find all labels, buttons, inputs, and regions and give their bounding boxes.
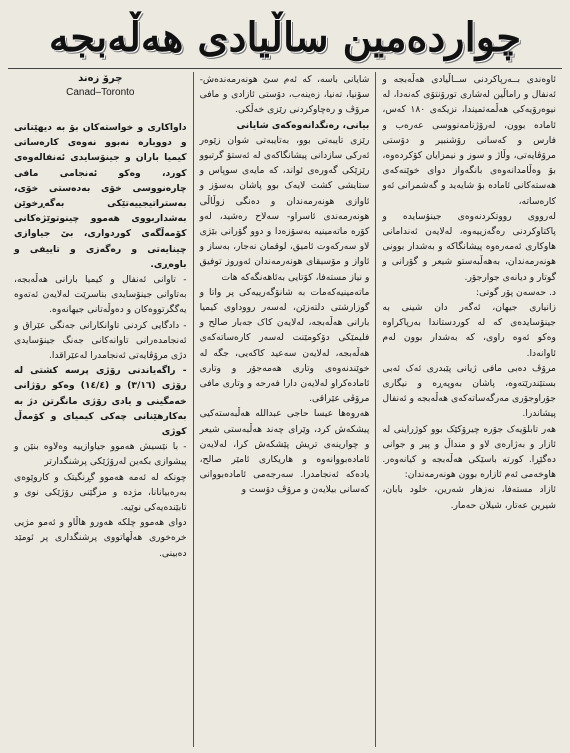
paragraph: - راگه‌یاندنی رۆژی پرسه‌ کشتی له‌ رۆژی (٣/١٦) و (١٤/٤) وه‌کو رۆژانی خه‌مگینی و یادی رۆژی مانگرتن دژ به‌ به‌کارهێنانی چه‌کی کیمیای و کۆمه‌ڵ کوژی bbox=[14, 365, 187, 438]
paragraph: هه‌روه‌ها عیسا حاجی عبدالله‌ هه‌ڵبه‌سته‌کیی پیشکه‌ش کرد، وێرای چه‌ند هه‌ڵبه‌ستی شیعر و چوارینه‌ی تریش پێشکه‌ش کرا، له‌لایه‌ن ئاماده‌بووانه‌وه‌ و هاریکاری ئامێر صالح، یاده‌که‌ ئه‌نجامدرا. سه‌رجه‌می ئاماده‌بووانی که‌سانی بیلایه‌ن و مرۆڤ دۆست و bbox=[199, 408, 370, 496]
paragraph: داواکاری و خواسته‌کان بۆ به‌ دیهێنانی و دووباره‌ نه‌بوو نه‌وه‌ی کاره‌ساتی کیمیا باران و جینۆسایدی ئه‌نفاله‌وه‌ی کورد، وه‌کو ئه‌نجامی مافی چاره‌نووسی خۆی به‌ده‌ستی خۆی، به‌ستراتیجییه‌تێکی به‌گه‌ڕخوێن به‌شداربووی هه‌موو چینوتوێژه‌کانی کۆمه‌ڵگه‌ی کوردواری، بێ جیاوازی چینایه‌تی و ره‌گه‌زی و تاییفی و باوه‌ڕی. bbox=[14, 122, 187, 270]
paragraph: زانیاری جیهان، ئه‌گه‌ر دان شینی به‌ جینۆسایده‌ی که‌ له‌ کوردستاندا به‌رپاکراوه‌ وه‌کو ئه‌وه‌ راوی، که‌ به‌شدار بوون له‌م ئاوانه‌دا. bbox=[382, 302, 556, 359]
paragraph: شایانی باسه‌، که‌ ئه‌م سێ هونه‌رمه‌نده‌ش- سۆنیا، ته‌نیا، زه‌ینه‌ب، دۆستی ئازادی و مافی مرۆڤ و ره‌چاوکردنی رێزی خه‌ڵکی. bbox=[199, 74, 370, 116]
paragraph: د. حه‌سه‌ن پۆر گوتی: bbox=[476, 286, 556, 298]
column-right bbox=[376, 72, 562, 747]
paragraph: دوای هه‌موو چلکه‌ هه‌ورو هاڵاو و ئه‌مو مژیی خره‌خوری هه‌ڵهاتووی پرشنگداری پر ئومێد ده‌بینی. bbox=[14, 517, 187, 559]
paragraph: ئازاد مسته‌فا، نه‌زهار شه‌رین، خلود بابان، شیرین عه‌تار، شیلان حه‌مار. bbox=[382, 484, 556, 511]
paragraph: - تاوانی ئه‌نفال و کیمیا بارانی هه‌ڵه‌بجه، به‌تاوانی جینۆسایدی بناسرێت له‌لایه‌ن ئه‌ته‌وه‌ یه‌گگرتووه‌کان و ده‌وڵه‌تانی جیهانه‌وه‌. bbox=[14, 274, 187, 316]
column-middle bbox=[194, 72, 377, 747]
paragraph: - داد‌گایی کردنی تاوانکارانی جه‌نگی عێراق و ئه‌نجامده‌رانی تاوانه‌کانی جه‌نگ جینۆسایدی دژی مرۆڤایه‌تی ئه‌نجامدرا له‌عێراقدا. bbox=[14, 319, 187, 362]
paragraph: مرۆڤ ده‌بی مافی ژیانی پێبدری ئه‌ک ئه‌بی بستێندرێته‌وه، پاشان به‌وپه‌ڕه‌ و نیگاری جۆراوجۆری مه‌رگه‌ساته‌که‌ی هه‌ڵه‌بجه و ئه‌نفال پیشاندرا. bbox=[382, 362, 556, 420]
masthead bbox=[8, 6, 562, 69]
author-location: Canad–Toronto bbox=[66, 87, 135, 98]
paragraph: هه‌ر تابلۆیه‌ک جۆره‌ چیرۆکێک بوو کوژراینی له‌ ئازار و به‌ژاره‌ی لاو و منداڵ و پیر و جوانی ده‌گێڕا. کورته‌ باسێکی هه‌ڵه‌بجه و کیانه‌وه‌ر. هاوخه‌می ئه‌م ئازاره‌ بوون هونه‌رمه‌ندان: bbox=[382, 423, 556, 481]
paragraph: ئاوه‌ندی بــه‌رپاکردنی ســاڵیادی هه‌ڵه‌بجه و ئه‌نفال و راماڵین له‌شاری تورۆنتۆی که‌نه‌دا، له‌ نیوه‌رۆیه‌کی هه‌ڵمه‌تمیندا، نزیکه‌ی ١٨٠ که‌س، ئاماده‌ بوون، له‌رۆژنامه‌نووسی عه‌ره‌ب و فارس و که‌سانی رۆشنبیر و دۆستی مرۆڤایه‌تی، وڵاژ و سوز و نیمزایان کۆکرده‌وه، بۆ وه‌ڵامدانه‌وه‌ی بانگه‌واز دوای خوێنه‌که‌ی هه‌سته‌کانی ئاماده‌ بۆ شایه‌ید و گه‌شمرانی ئه‌و کاره‌ساته، bbox=[382, 74, 556, 207]
author-name: چرۆ زه‌ند bbox=[78, 73, 123, 84]
byline bbox=[14, 72, 187, 116]
paragraph: رێزی تایبه‌تی بوو، به‌تایبه‌تی شوان زێوه‌ر ئه‌رکی سازدانی پیشانگاکه‌ی له‌ ئه‌ستۆ گرتبوو رێزێکی گه‌وره‌ی ئواند، که‌ مایه‌ی سوپاس و ستایشی کشت لایه‌ک بوو پاشان به‌سۆز و ئاوازی هونه‌رمه‌ندان و ده‌نگی زوڵاڵی هونه‌رمه‌ندی ئاسراو- سه‌لاح ره‌شید، له‌و کۆره‌ ماته‌مینیه‌ به‌سۆزه‌دا و دوو گۆرانی بێژی لاو سه‌رکه‌وت ئامیق، لوقمان نه‌جار، به‌ساز و ئاواز و مۆسیقای هونه‌رمه‌ندان ئه‌وروز توفیق و نیاز مسته‌فا، کۆتایی به‌ئاهه‌نگه‌که‌ هات bbox=[199, 134, 370, 283]
paragraph: ماته‌مینیه‌که‌مات به‌ شانۆگه‌رییه‌کی پر واتا و گوزارشتی دلتەزێن، له‌سه‌ر رووداوی کیمیا بارانی هه‌ڵه‌بجه، له‌لایه‌ن کاک جه‌بار صالح و فلیمێکی دۆکومێنت له‌سه‌ر کاره‌ساته‌که‌ی هه‌ڵه‌بجه‌، له‌لایه‌ن سه‌عید کاکه‌یی، جگه‌ له‌ خوێندنه‌وه‌ی وتاری هه‌مه‌جۆر و وتاری ئاماده‌کراو له‌لایه‌ن دارا فه‌رحه‌ و وتاری مافی مرۆڤی عێراقی. bbox=[199, 286, 370, 405]
paragraph: - با نێسیش هه‌موو جیاوازییه‌ وه‌لاوه‌ بنێن و پیشوازی بکه‌ین له‌رۆژێکی پرشنگدارتر bbox=[14, 441, 187, 468]
author-box bbox=[14, 72, 187, 100]
article-columns bbox=[8, 72, 562, 747]
column-left bbox=[8, 72, 194, 747]
headline: چوارده‌مین ساڵیادی هه‌ڵه‌بجه bbox=[48, 13, 522, 61]
paragraph: له‌رووی رووتکردنه‌وه‌ی جینۆسایده‌ و پاکتاوکردنی ره‌گه‌زییه‌وه، له‌لایه‌ن ئه‌ندامانی هاوکاری ئه‌مه‌ره‌وه‌ پیشانگاکه‌ و به‌شدار بوونی هونه‌رمه‌ندان، به‌هه‌ڵبه‌ستو شیعر و گۆرانی و گوتار و دیانه‌ی جوارجۆر. bbox=[382, 210, 556, 283]
paragraph: چونکه‌ له‌ ئه‌مه‌ هه‌موو گڕنگیتک و کاروێوه‌ی به‌ره‌بیانانا، مژده‌ و مزگێنی رۆژێکی نوی و تابێنده‌یه‌کی نوێیه‌. bbox=[14, 471, 187, 514]
subheading: بیانی، ره‌نگدانه‌وه‌که‌ی شایانی bbox=[236, 119, 370, 131]
